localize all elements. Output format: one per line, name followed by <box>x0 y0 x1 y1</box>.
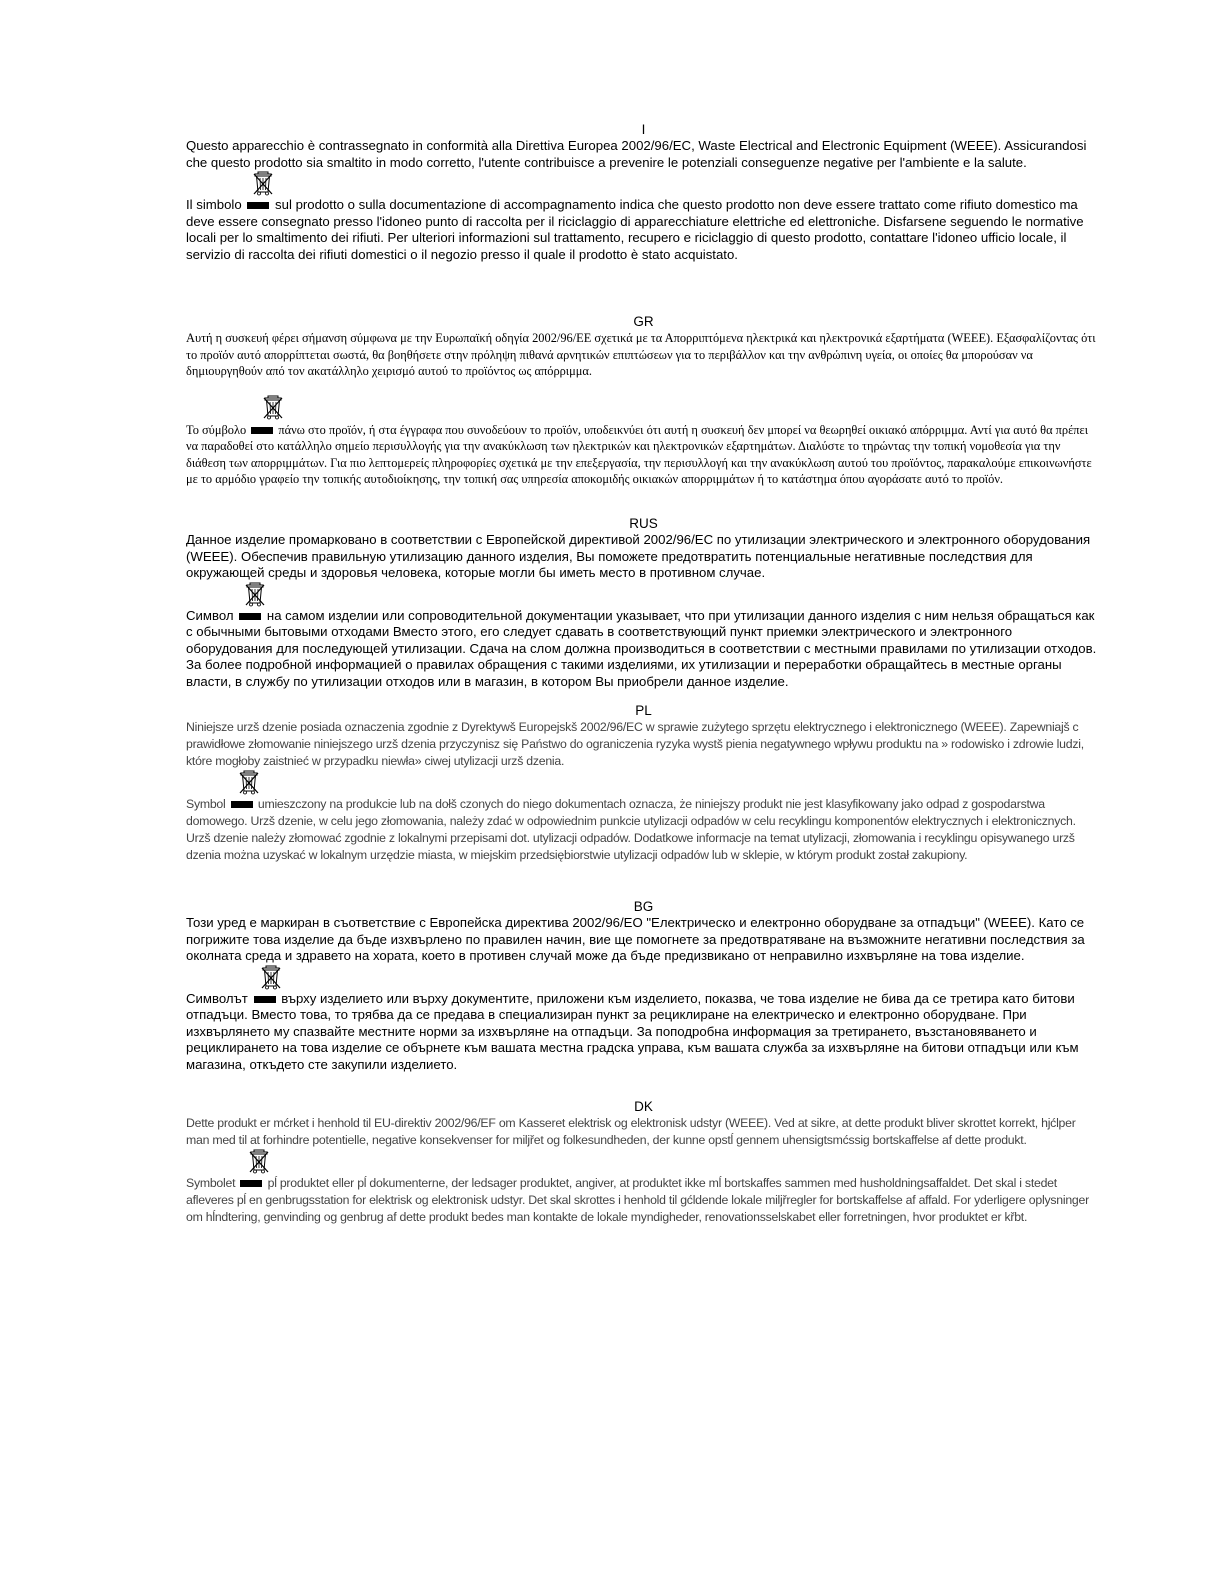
document-page <box>186 122 1101 1226</box>
symbol-text-pre: Symbol <box>186 797 226 811</box>
symbol-text-pre: Символът <box>186 990 248 1006</box>
symbol-text-pre: Il simbolo <box>186 197 242 212</box>
paragraph-intro: Αυτή η συσκευή φέρει σήμανση σύμφωνα με την Ευρωπαϊκή οδηγία 2002/96/ΕΕ σχετικά με τα Απορριπτόμενα ηλεκτρικά και ηλεκτρονικά εξαρτήματα (WEEE). Εξασφαλίζοντας ότι το προϊόν αυτό απορρίπτεται σωστά, θα βοηθήσετε στην πρόληψη πιθανά αρνητικών επιπτώσεων για το περιβάλλον και την ανθρώπινη υγεία, οι οποίες θα μπορούσαν να δημιουργηθούν από τον ακατάλληλο χειρισμό αυτού το προϊόντος ως απόρριμμα. <box>186 331 1096 378</box>
section-code: PL <box>635 703 652 718</box>
section-code: BG <box>633 899 654 914</box>
symbol-text-post: πάνω στο προϊόν, ή στα έγγραφα που συνοδεύουν το προϊόν, υποδεικνύει ότι αυτή η συσκευή δεν μπορεί να θεωρηθεί οικιακό απόρριμμα. Αντί για αυτό θα πρέπει να παραδοθεί στο κατάλληλο σημείο περισυλλογής για την ανακύκλωση των ηλεκτρικών και ηλεκτρονικών εξαρτημάτων. Διαλύστε το τηρώντας την τοπική νομοθεσία για την διάθεση των απορριμμάτων. Για πιο λεπτομερείς πληροφορίες σχετικά με την επεξεργασία, την περισυλλογή και την ανακύκλωση αυτού του προϊόντος, παρακαλούμε επικοινωνήστε με το αρμόδιο γραφείο την τοπικής αυτοδιοίκησης, την τοπική σας υπηρεσία αποκομιδής οικιακών απορριμμάτων ή το κατάστημα όπου αγοράσατε αυτό το προϊόν. <box>186 422 1092 486</box>
section-greek <box>186 314 1101 516</box>
weee-bin-icon <box>244 582 266 608</box>
symbol-text-pre: Το σύμβολο <box>186 422 247 437</box>
symbol-text-post: sul prodotto o sulla documentazione di accompagnamento indica che questo prodotto non deve essere trattato come rifiuto domestico ma deve essere consegnato presso l'idoneo punto di raccolta per il riciclaggio di apparecchiature elettriche ed elettroniche. Disfarsene seguendo le normative locali per lo smaltimento dei rifiuti. Per ulteriori informazioni sul trattamento, recupero e riciclaggio di questo prodotto, contattare l'idoneo ufficio locale, il servizio di raccolta dei rifiuti domestici o il negozio presso il quale il prodotto è stato acquistato. <box>186 197 1084 262</box>
section-code: GR <box>633 314 654 329</box>
section-bulgarian <box>186 899 1101 1099</box>
symbol-bar-icon <box>251 427 273 434</box>
section-russian <box>186 516 1101 703</box>
section-code: I <box>641 122 646 137</box>
section-danish <box>186 1099 1101 1226</box>
paragraph-intro: Този уред е маркиран в съответствие с Европейска директива 2002/96/ЕО "Електрическо и електронно оборудване за отпадъци" (WEEE). Като се погрижите това изделие да бъде изхвърлено по правилен начин, вие ще помогнете за предотвратяване на възможните негативни последствия за околната среда и здравето на хората, което в противен случай може да бъде предизвикано от неправилно изхвърляне на това изделие. <box>186 915 1085 963</box>
symbol-text-pre: Symbolet <box>186 1176 236 1190</box>
paragraph-intro: Данное изделие промарковано в соответствии с Европейской директивой 2002/96/EC по утилизации электрического и электронного оборудования (WEEE). Обеспечив правильную утилизацию данного изделия, Вы поможете предотвратить потенциальные негативные последствия для окружающей среды и здоровья человека, которые могли бы иметь место в противном случае. <box>186 532 1091 580</box>
symbol-text-post: на самом изделии или сопроводительной документации указывает, что при утилизации данного изделия с ним нельзя обращаться как с обычными бытовыми отходами Вместо этого, его следует сдавать в соответствующий пункт приемки электрического и электронного оборудования для последующей утилизации. Сдача на слом должна производиться в соответствии с местными правилами по утилизации отходов. За более подробной информацией о правилах обращения с такими изделиями, их утилизации и переработки обращайтесь в местные органы власти, в службу по утилизации отходов или в магазин, в котором Вы приобрели данное изделие. <box>186 607 1097 689</box>
symbol-bar-icon <box>240 1180 262 1187</box>
paragraph-symbol <box>186 1175 1101 1226</box>
weee-bin-icon <box>262 395 284 421</box>
section-polish <box>186 703 1101 899</box>
paragraph-symbol <box>186 422 1101 488</box>
symbol-bar-icon <box>231 801 253 808</box>
symbol-text-pre: Символ <box>186 607 234 623</box>
symbol-text-post: pĺ produktet eller pĺ dokumenterne, der ledsager produktet, angiver, at produktet ikke mĺ bortskaffes sammen med husholdningsaffaldet. Det skal i stedet afleveres pĺ en genbrugsstation for elektrisk og elektronisk udstyr. Det skal skrottes i henhold til gćldende lokale miljřregler for bortskaffelse af affald. For yderligere oplysninger om hĺndtering, genvinding og genbrug af dette produkt bedes man kontakte de lokale myndigheder, renovationsselskabet eller forretningen, hvor produktet er křbt. <box>186 1176 1089 1224</box>
paragraph-symbol <box>186 608 1101 691</box>
paragraph-symbol <box>186 197 1101 263</box>
weee-bin-icon <box>260 965 282 991</box>
symbol-text-post: umieszczony na produkcie lub na dołš czonych do niego dokumentach oznacza, że niniejszy produkt nie jest klasyfikowany jako odpad z gospodarstwa domowego. Urzš dzenie, w celu jego złomowania, należy zdać w odpowiednim punkcie utylizacji odpadów w celu recyklingu komponentów elektrycznych i elektronicznych. Urzš dzenie należy złomować zgodnie z lokalnymi przepisami dot. utylizacji odpadów. Dodatkowe informacje na temat utylizacji, złomowania i recyklingu opisywanego urzš dzenia można uzyskać w lokalnym urzędzie miasta, w miejskim przedsiębiorstwie utylizacji odpadów lub w sklepie, w którym produkt został zakupiony. <box>186 797 1076 862</box>
symbol-bar-icon <box>247 202 269 209</box>
weee-bin-icon <box>248 1149 270 1175</box>
paragraph-intro: Questo apparecchio è contrassegnato in conformità alla Direttiva Europea 2002/96/EC, Waste Electrical and Electronic Equipment (WEEE). Assicurandosi che questo prodotto sia smaltito in modo corretto, l'utente contribuisce a prevenire le potenziali conseguenze negative per l'ambiente e la salute. <box>186 138 1087 170</box>
symbol-text-post: върху изделието или върху документите, приложени към изделието, показва, че това изделие не бива да се третира като битови отпадъци. Вместо това, то трябва да се предава в специализиран пункт за рециклиране на електрическо и електронно оборудване. При изхвърлянето му спазвайте местните норми за изхвърляне на отпадъци. За поподробна информация за третирането, възстановяването и рециклирането на това изделие се обърнете към вашата местна градска управа, към вашата служба за изхвърляне на битови отпадъци или към магазина, откъдето сте закупили изделието. <box>186 990 1079 1072</box>
paragraph-intro: Niniejsze urzš dzenie posiada oznaczenia zgodnie z Dyrektywš Europejskš 2002/96/EC w sprawie zużytego sprzętu elektrycznego i elektronicznego (WEEE). Zapewniajš c prawidłowe złomowanie niniejszego urzš dzenia przyczynisz się Państwo do ograniczenia ryzyka wystš pienia negatywnego wpływu produktu na » rodowisko i zdrowie ludzi, które mogłoby zaistnieć w przypadku niewła» ciwej utylizacji urzš dzenia. <box>186 720 1084 768</box>
symbol-bar-icon <box>254 996 276 1003</box>
weee-bin-icon <box>252 171 274 197</box>
symbol-bar-icon <box>239 613 261 620</box>
section-code: RUS <box>629 516 658 531</box>
paragraph-intro: Dette produkt er mćrket i henhold til EU-direktiv 2002/96/EF om Kasseret elektrisk og elektronisk udstyr (WEEE). Ved at sikre, at dette produkt bliver skrottet korrekt, hjćlper man med til at forhindre potentielle, negative konsekvenser for miljřet og folkesundheden, der kunne opstĺ gennem uhensigtsmćssig bortskaffelse af dette produkt. <box>186 1116 1076 1147</box>
section-code: DK <box>634 1099 653 1114</box>
paragraph-symbol <box>186 991 1101 1074</box>
section-italian <box>186 122 1101 314</box>
paragraph-symbol <box>186 796 1101 864</box>
weee-bin-icon <box>238 770 260 796</box>
